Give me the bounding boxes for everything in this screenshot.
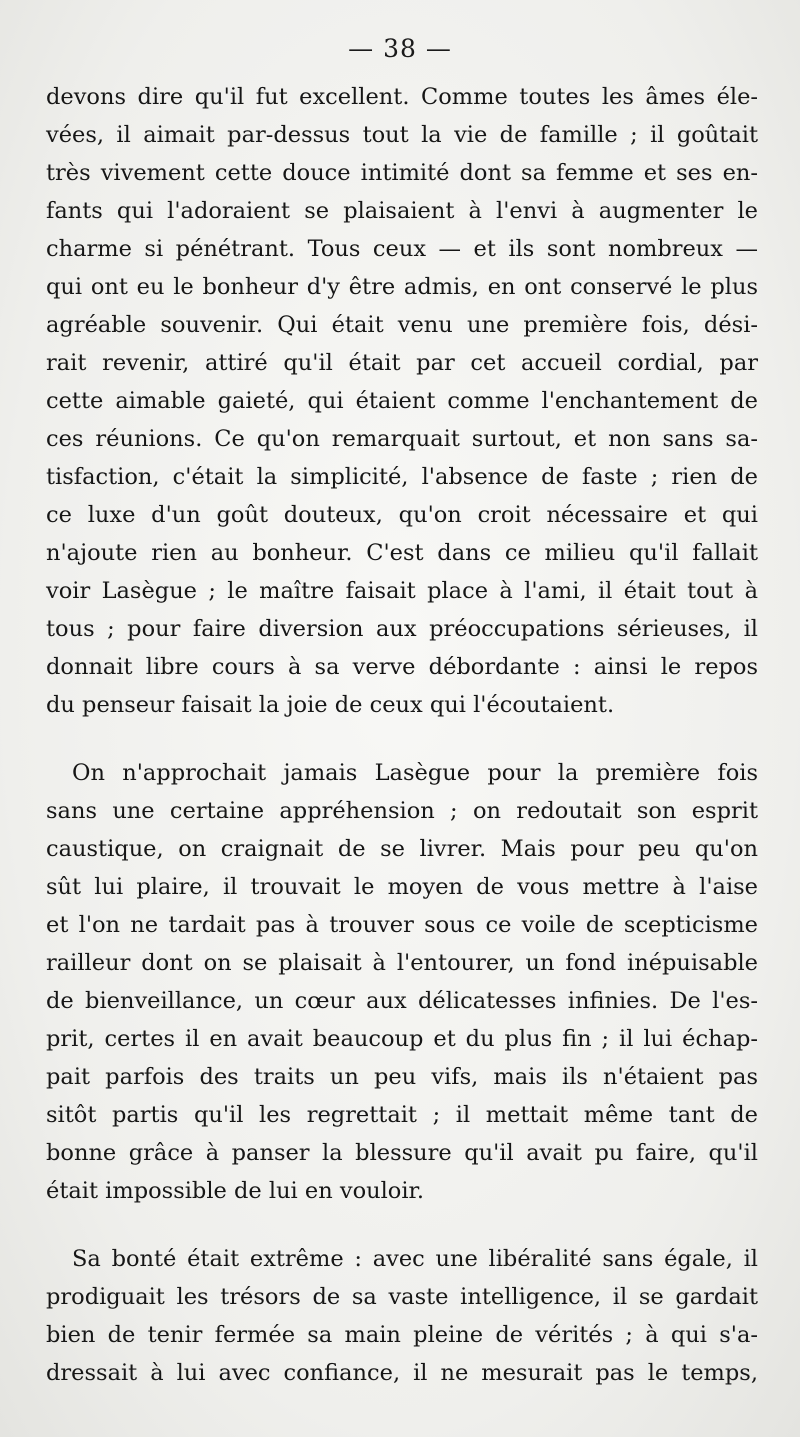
text-line: cette aimable gaieté, qui étaient comme l'enchantement de (46, 388, 758, 414)
text-line: prit, certes il en avait beaucoup et du plus fin ; il lui échap- (46, 1026, 758, 1052)
text-line: dressait à lui avec confiance, il ne mesurait pas le temps, (46, 1360, 758, 1386)
paragraph-family-life (46, 78, 758, 724)
text-line: sût lui plaire, il trouvait le moyen de vous mettre à l'aise (46, 874, 758, 900)
text-line: bien de tenir fermée sa main pleine de vérités ; à qui s'a- (46, 1322, 758, 1348)
text-line: pait parfois des traits un peu vifs, mais ils n'étaient pas (46, 1064, 758, 1090)
text-line: du penseur faisait la joie de ceux qui l'écoutaient. (46, 692, 615, 718)
text-line: et l'on ne tardait pas à trouver sous ce voile de scepticisme (46, 912, 758, 938)
text-line: tisfaction, c'était la simplicité, l'absence de faste ; rien de (46, 464, 758, 490)
text-line: devons dire qu'il fut excellent. Comme toutes les âmes éle- (46, 84, 758, 110)
text-line: caustique, on craignait de se livrer. Mais pour peu qu'on (46, 836, 758, 862)
text-line: sans une certaine appréhension ; on redoutait son esprit (46, 798, 758, 824)
text-line: rait revenir, attiré qu'il était par cet accueil cordial, par (46, 350, 758, 376)
text-line: tous ; pour faire diversion aux préoccupations sérieuses, il (46, 616, 758, 642)
text-line: voir Lasègue ; le maître faisait place à l'ami, il était tout à (46, 578, 758, 604)
paragraph-kindness (46, 1240, 758, 1392)
text-line: était impossible de lui en vouloir. (46, 1178, 424, 1204)
text-line: bonne grâce à panser la blessure qu'il avait pu faire, qu'il (46, 1140, 758, 1166)
text-line: fants qui l'adoraient se plaisaient à l'envi à augmenter le (46, 198, 758, 224)
paragraph-spacer (46, 1210, 758, 1240)
text-line: ce luxe d'un goût douteux, qu'on croit nécessaire et qui (46, 502, 758, 528)
text-line: On n'approchait jamais Lasègue pour la première fois (72, 760, 758, 786)
text-line: agréable souvenir. Qui était venu une première fois, dési- (46, 312, 758, 338)
text-line: n'ajoute rien au bonheur. C'est dans ce milieu qu'il fallait (46, 540, 758, 566)
text-line: railleur dont on se plaisait à l'entourer, un fond inépuisable (46, 950, 758, 976)
text-line: prodiguait les trésors de sa vaste intelligence, il se gardait (46, 1284, 758, 1310)
text-line: vées, il aimait par-dessus tout la vie de famille ; il goûtait (46, 122, 758, 148)
text-line: donnait libre cours à sa verve débordante : ainsi le repos (46, 654, 758, 680)
paragraph-spacer (46, 724, 758, 754)
text-line: charme si pénétrant. Tous ceux — et ils sont nombreux — (46, 236, 758, 262)
body-text (46, 78, 758, 1392)
text-line: sitôt partis qu'il les regrettait ; il mettait même tant de (46, 1102, 758, 1128)
text-line: de bienveillance, un cœur aux délicatesses infinies. De l'es- (46, 988, 758, 1014)
text-line: ces réunions. Ce qu'on remarquait surtout, et non sans sa- (46, 426, 758, 452)
paragraph-first-impression (46, 754, 758, 1210)
text-line: très vivement cette douce intimité dont sa femme et ses en- (46, 160, 758, 186)
page-number: — 38 — (348, 34, 452, 63)
text-line: qui ont eu le bonheur d'y être admis, en ont conservé le plus (46, 274, 758, 300)
text-line: Sa bonté était extrême : avec une libéralité sans égale, il (72, 1246, 758, 1272)
